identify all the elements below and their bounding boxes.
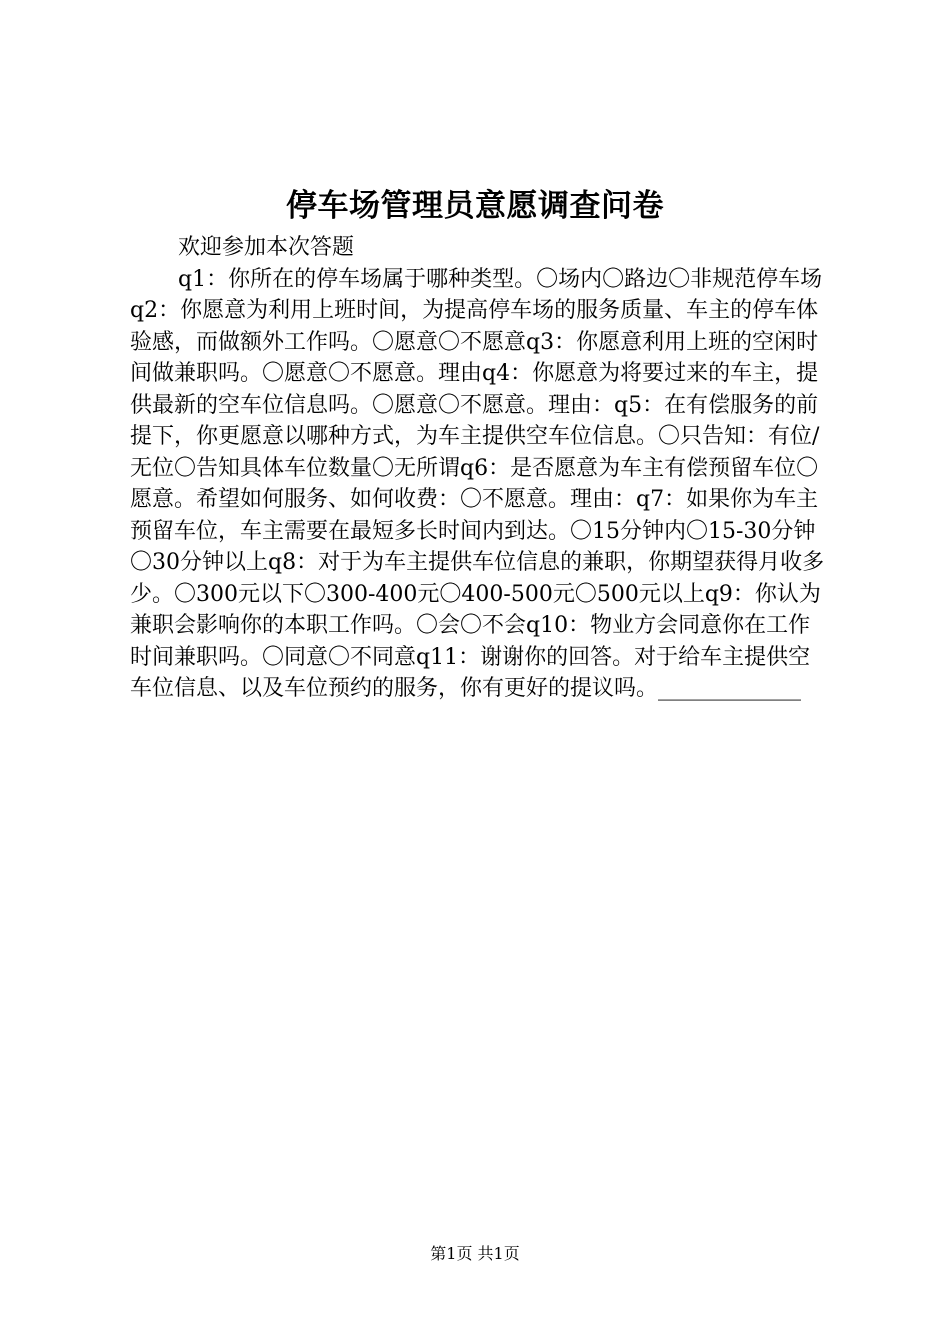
intro-paragraph: 欢迎参加本次答题 [178, 235, 355, 260]
page-footer: 第1页 共1页 [430, 1244, 520, 1263]
document-title: 停车场管理员意愿调查问卷 [286, 188, 664, 224]
questions-paragraph: q1：你所在的停车场属于哪种类型。〇场内〇路边〇非规范停车场q2：你愿意为利用上班时间，为提高停车场的服务质量、车主的停车体验感，而做额外工作吗。〇愿意〇不愿意q3：你愿意利用上班的空闲时间做兼职吗。〇愿意〇不愿意。理由q4：你愿意为将要过来的车主，提供最新的空车位信息吗。〇愿意〇不愿意。理由：q5：在有偿服务的前提下，你更愿意以哪种方式，为车主提供空车位信息。〇只告知：有位/无位〇告知具体车位数量〇无所谓q6：是否愿意为车主有偿预留车位〇愿意。希望如何服务、如何收费：〇不愿意。理由：q7：如果你为车主预留车位，车主需要在最短多长时间内到达。〇15分钟内〇15-30分钟〇30分钟以上q8：对于为车主提供车位信息的兼职，你期望获得月收多少。〇300元以下〇300-400元〇400-500元〇500元以上q9：你认为兼职会影响你的本职工作吗。〇会〇不会q10：物业方会同意你在工作时间兼职吗。〇同意〇不同意q11：谢谢你的回答。对于给车主提供空车位信息、以及车位预约的服务，你有更好的提议吗。_____________ [130, 266, 825, 701]
document-body [130, 232, 830, 705]
